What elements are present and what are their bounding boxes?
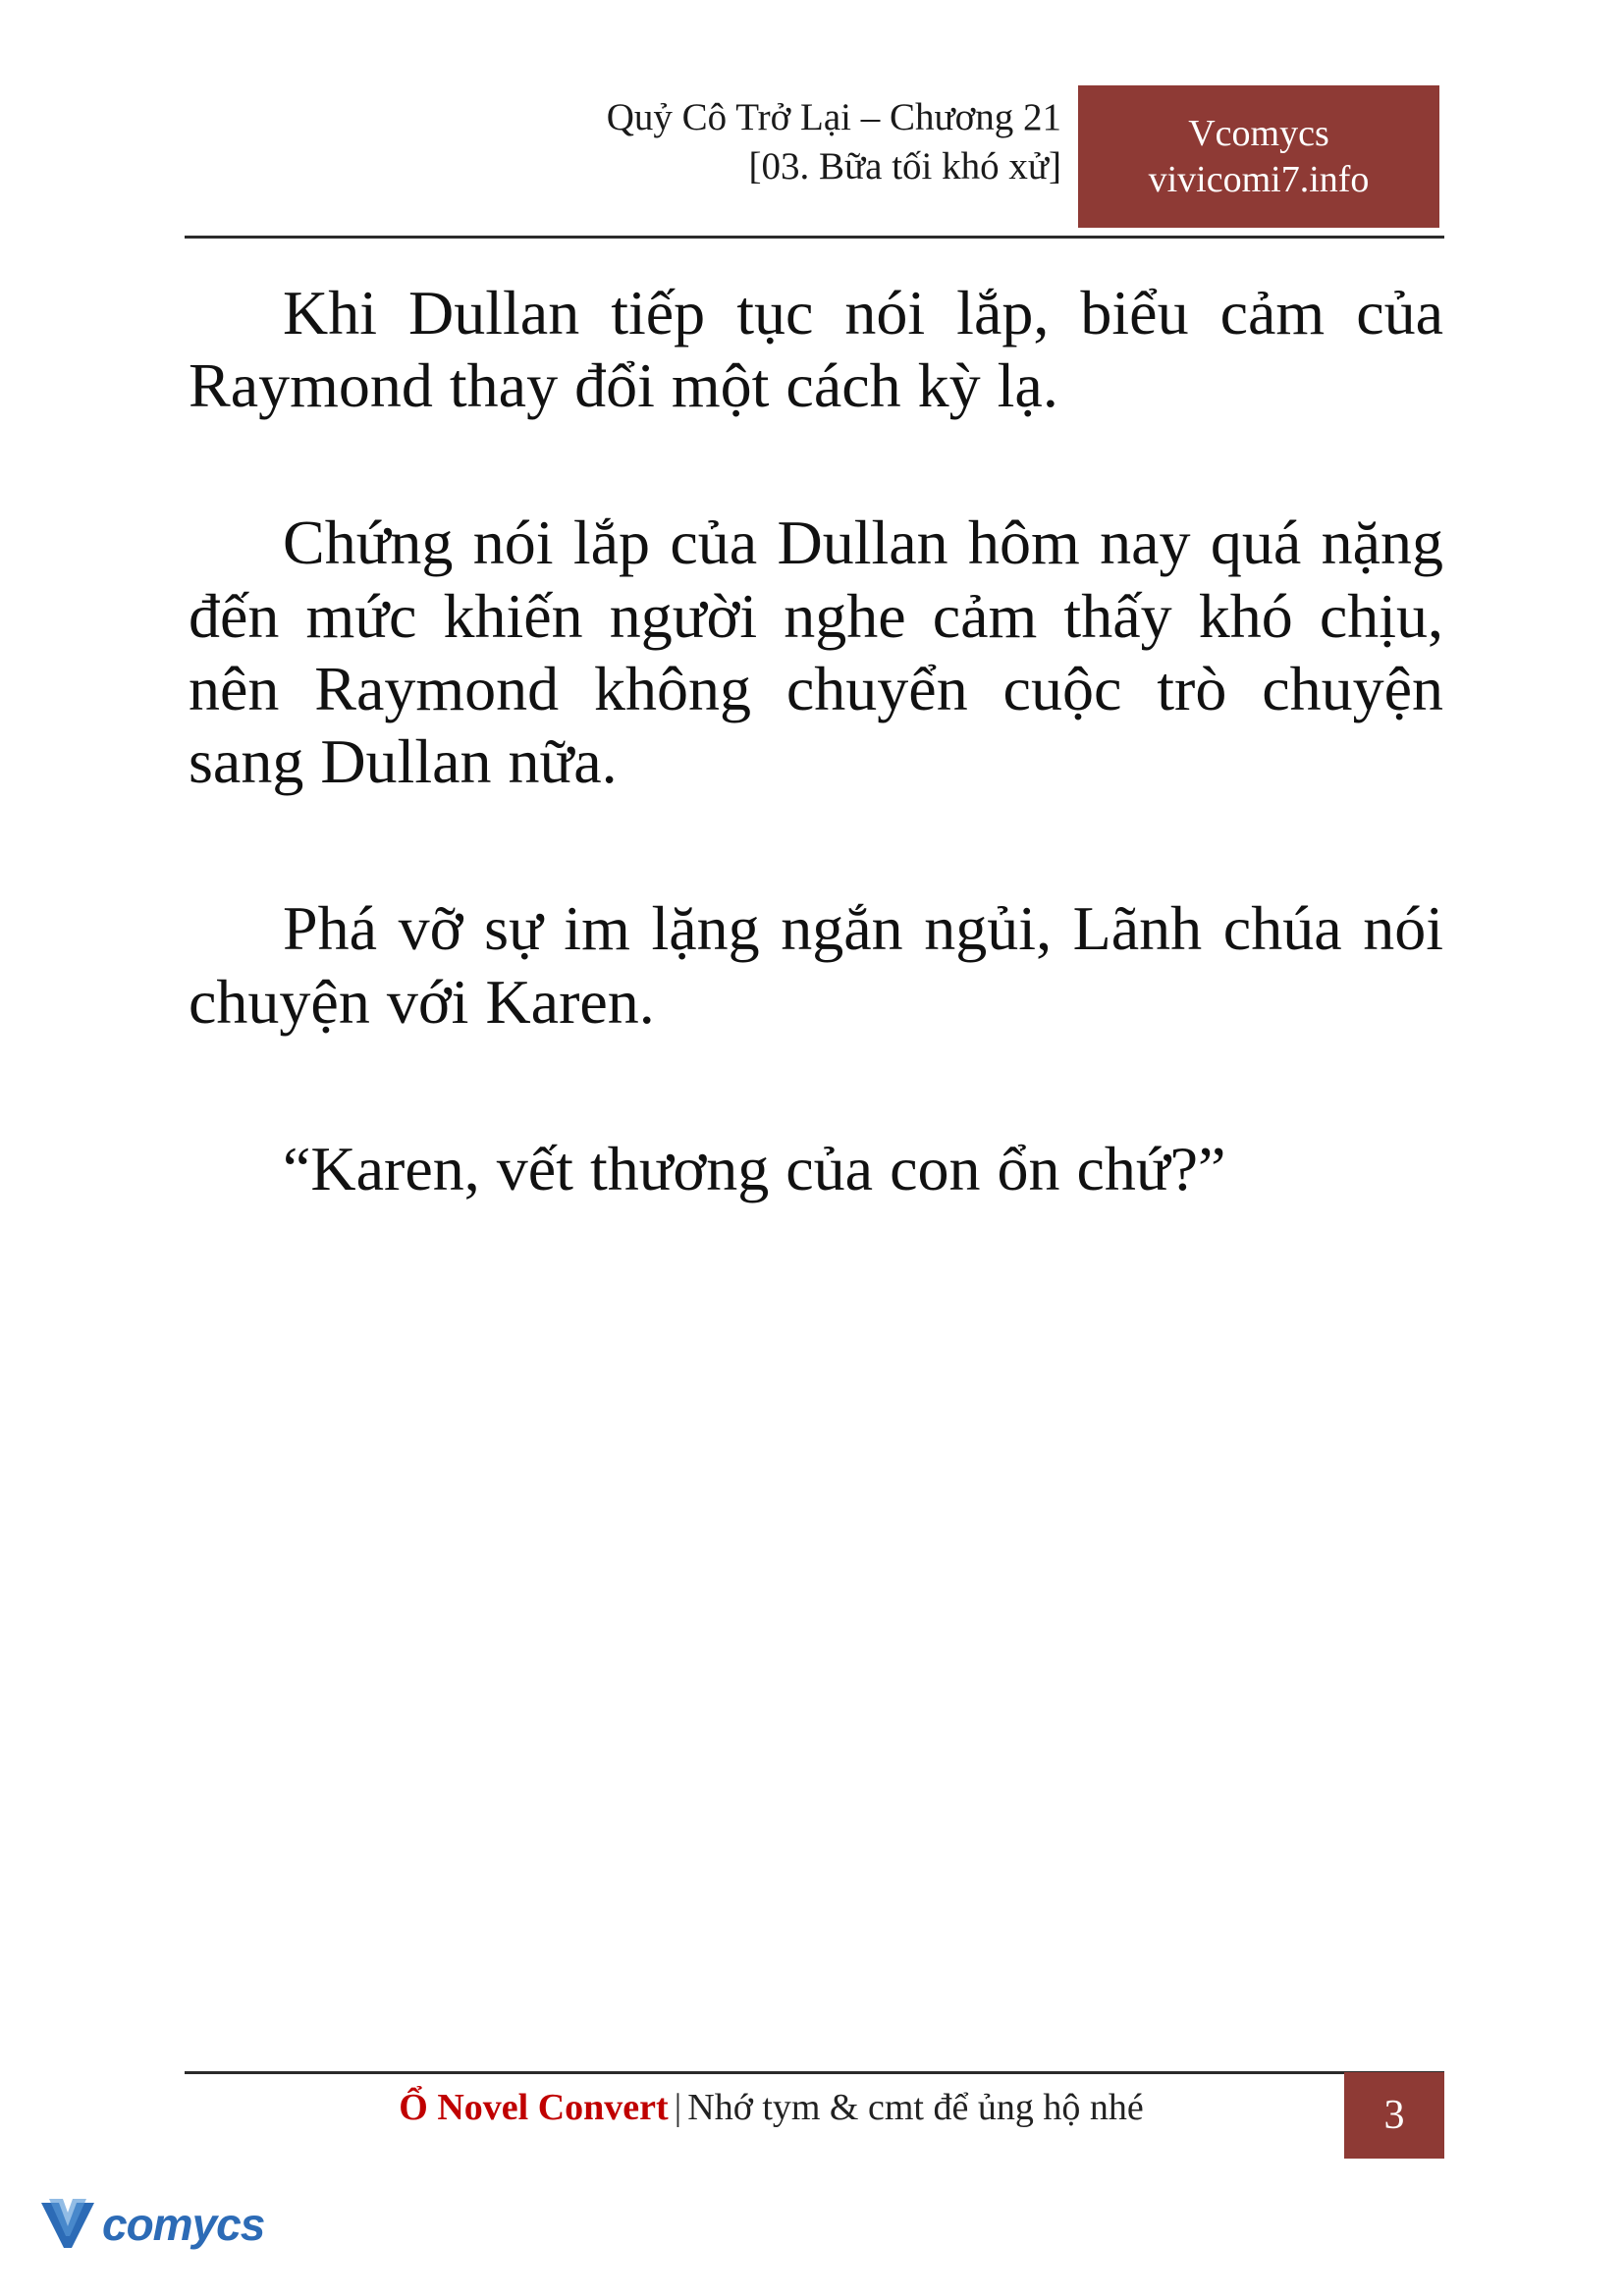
paragraph: Phá vỡ sự im lặng ngắn ngủi, Lãnh chúa nói chuyện với Karen.: [189, 893, 1443, 1037]
header-title-block: [607, 93, 1061, 191]
paragraph: “Karen, vết thương của con ổn chứ?”: [283, 1133, 1226, 1203]
site-badge-name: Vcomycs: [1188, 113, 1329, 155]
footer-separator: |: [674, 2087, 682, 2128]
site-badge: [1078, 85, 1439, 228]
footer-note: Nhớ tym & cmt để ủng hộ nhé: [687, 2087, 1144, 2128]
header-divider: [185, 236, 1444, 239]
page-header: [185, 93, 1439, 240]
page-content: [189, 277, 1443, 1205]
paragraph: Khi Dullan tiếp tục nói lắp, biểu cảm của Raymond thay đổi một cách kỳ lạ.: [189, 278, 1443, 421]
chevron-logo-icon: [39, 2197, 96, 2252]
watermark-text: comycs: [102, 2199, 265, 2250]
page-number-badge: 3: [1344, 2072, 1444, 2159]
watermark-logo: [39, 2185, 275, 2264]
site-badge-url: vivicomi7.info: [1148, 158, 1370, 200]
footer-text: [185, 2086, 1358, 2129]
page-footer: [185, 2074, 1444, 2161]
chapter-title: Quỷ Cô Trở Lại – Chương 21: [606, 96, 1061, 138]
chapter-subtitle: [03. Bữa tối khó xử]: [748, 144, 1061, 187]
paragraph: Chứng nói lắp của Dullan hôm nay quá nặng đến mức khiến người nghe cảm thấy khó chịu, nên Raymond không chuyển cuộc trò chuyện sang Dullan nữa.: [189, 507, 1443, 797]
footer-brand: Ổ Novel Convert: [399, 2087, 669, 2128]
